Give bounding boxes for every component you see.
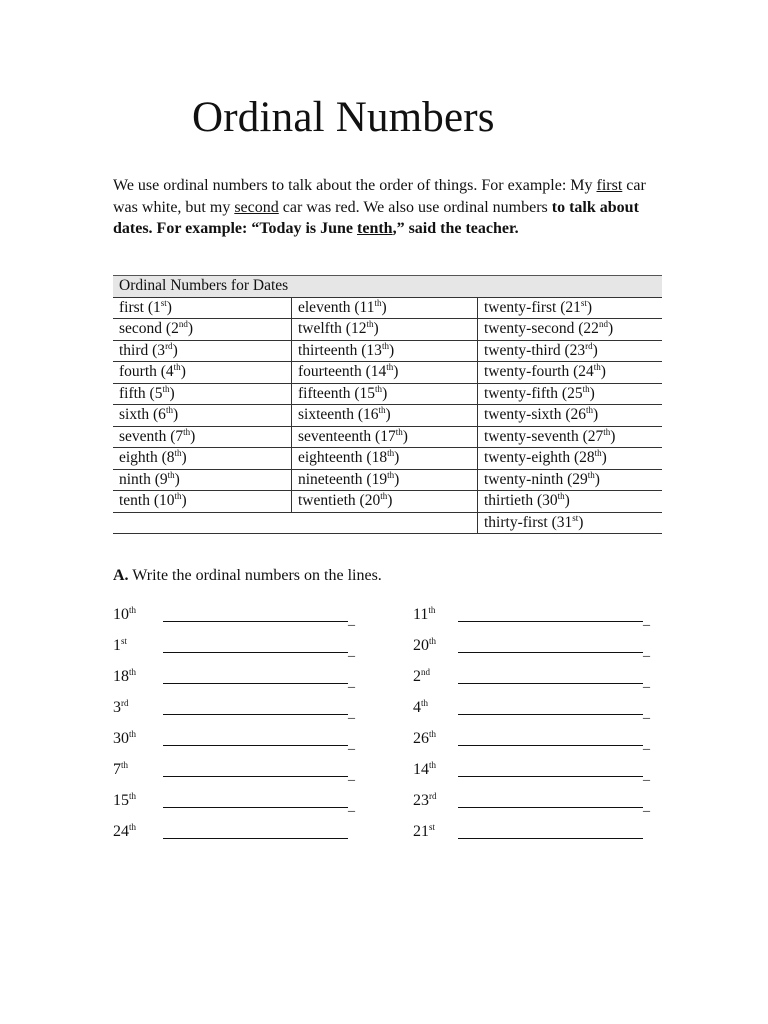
ordinal-close: )	[393, 363, 399, 380]
table-row	[113, 426, 662, 448]
ordinal-close: )	[592, 341, 598, 359]
exercise-item-right	[413, 789, 650, 814]
exercise-number-suffix: nd	[421, 667, 430, 677]
exercise-number-value: 15	[113, 792, 129, 809]
ordinal-close: )	[181, 492, 187, 509]
page-title: Ordinal Numbers	[192, 94, 495, 141]
table-row	[113, 383, 662, 405]
exercise-number-value: 14	[413, 761, 429, 778]
ordinal-word: thirteenth (13	[298, 341, 382, 359]
ordinal-suffix: th	[582, 383, 590, 394]
ordinal-suffix: th	[593, 362, 601, 372]
ordinal-word: third (3	[119, 341, 166, 359]
ordinal-word: second (2	[119, 320, 179, 337]
exercise-number-value: 11	[413, 606, 429, 623]
ordinal-close: )	[382, 384, 388, 402]
exercise-item-right	[413, 727, 650, 752]
exercise-number-suffix: st	[121, 636, 128, 646]
intro-text: car was white, but my	[113, 177, 646, 216]
ordinal-suffix: st	[160, 297, 167, 308]
ordinal-suffix: th	[375, 383, 383, 394]
table-row	[113, 362, 662, 384]
exercise-number	[413, 634, 463, 658]
ordinal-suffix: th	[378, 405, 386, 415]
ordinal-close: )	[166, 298, 172, 316]
ordinal-word: twentieth (20	[298, 492, 381, 509]
answer-line[interactable]	[458, 714, 643, 715]
table-row	[113, 340, 662, 362]
table-cell	[478, 383, 663, 405]
table-cell	[292, 362, 478, 384]
exercise-number-value: 20	[413, 637, 429, 654]
table-cell	[292, 383, 478, 405]
answer-line[interactable]	[458, 621, 643, 622]
ordinal-suffix: th	[173, 362, 181, 372]
exercise-item-right	[413, 758, 650, 783]
ordinal-close: )	[373, 320, 379, 337]
table-cell	[292, 297, 478, 319]
exercise-item-left	[113, 696, 355, 721]
exercise-number-value: 2	[413, 668, 421, 685]
exercise-number	[413, 696, 463, 720]
ordinal-close: )	[172, 341, 178, 359]
ordinal-close: )	[180, 363, 186, 380]
exercise-item-left	[113, 665, 355, 690]
ordinal-close: )	[607, 320, 614, 337]
ordinal-suffix: th	[557, 491, 565, 501]
table-header-row	[113, 276, 662, 298]
exercise-number-value: 24	[113, 823, 129, 840]
table-cell	[292, 340, 478, 362]
ordinal-suffix: th	[167, 469, 175, 480]
exercise-instruction	[113, 567, 382, 585]
exercise-number-suffix: rd	[121, 698, 129, 708]
answer-line[interactable]	[458, 807, 643, 808]
ordinal-suffix: th	[162, 383, 170, 394]
table-cell	[113, 448, 292, 470]
ordinal-suffix: th	[386, 362, 394, 372]
intro-underlined-word: second	[234, 198, 279, 216]
ordinal-word: eighteenth (18	[298, 449, 388, 466]
answer-line[interactable]	[458, 652, 643, 653]
ordinal-suffix: th	[381, 340, 389, 351]
ordinal-word: sixteenth (16	[298, 406, 379, 423]
exercise-number-value: 7	[113, 761, 121, 778]
exercise-letter: A.	[113, 567, 129, 584]
table-cell	[292, 405, 478, 427]
ordinal-word: ninth (9	[119, 470, 168, 488]
answer-line-end: _	[348, 799, 355, 814]
answer-line[interactable]	[163, 745, 348, 746]
answer-line[interactable]	[163, 714, 348, 715]
exercise-number	[113, 758, 163, 782]
exercise-item-right	[413, 665, 650, 690]
exercise-number-value: 23	[413, 792, 429, 809]
answer-line-end: _	[643, 613, 650, 628]
ordinal-word: tenth (10	[119, 492, 175, 509]
answer-line-end: _	[348, 613, 355, 628]
exercise-item-left	[113, 727, 355, 752]
ordinal-close: )	[402, 427, 408, 445]
table-cell	[292, 469, 478, 491]
ordinal-suffix: th	[594, 448, 602, 458]
ordinal-word: eighth (8	[119, 449, 175, 466]
ordinal-word: twenty-first (21	[484, 298, 581, 316]
exercise-number-suffix: th	[121, 760, 129, 770]
exercise-item-left	[113, 758, 355, 783]
answer-line[interactable]	[458, 838, 643, 839]
answer-line[interactable]	[163, 838, 348, 839]
exercise-item-left	[113, 789, 355, 814]
answer-line-end: _	[643, 799, 650, 814]
table-cell	[478, 469, 663, 491]
ordinal-word: twenty-third (23	[484, 341, 586, 359]
exercise-number-value: 26	[413, 730, 429, 747]
ordinal-word: twenty-sixth (26	[484, 406, 587, 423]
ordinal-close: )	[387, 492, 393, 509]
exercise-number	[113, 665, 163, 689]
answer-line-end: _	[348, 675, 355, 690]
answer-line-end: _	[643, 675, 650, 690]
exercise-number-value: 4	[413, 699, 421, 716]
intro-text: We use ordinal numbers to talk about the order of things. For example: My	[113, 177, 597, 194]
table-row	[113, 297, 662, 319]
ordinal-suffix: rd	[585, 340, 593, 351]
ordinal-word: eleventh (11	[298, 298, 375, 316]
exercise-number-suffix: th	[429, 760, 437, 770]
ordinal-suffix: th	[183, 426, 191, 437]
table-cell	[478, 340, 663, 362]
ordinal-close: )	[174, 470, 180, 488]
ordinal-suffix: th	[174, 491, 182, 501]
ordinal-close: )	[594, 470, 600, 488]
table-cell	[478, 319, 663, 341]
exercise-number-suffix: th	[428, 605, 436, 615]
table-row	[113, 491, 662, 513]
exercise-number-suffix: rd	[429, 791, 437, 801]
answer-line-end: _	[643, 768, 650, 783]
answer-line-end: _	[643, 706, 650, 721]
ordinal-word: fifth (5	[119, 384, 163, 402]
exercise-number	[113, 820, 163, 844]
exercise-number-suffix: st	[429, 822, 436, 832]
table-cell	[113, 340, 292, 362]
ordinal-suffix: th	[380, 491, 388, 501]
ordinal-word: twenty-seventh (27	[484, 427, 604, 445]
ordinal-word: twelfth (12	[298, 320, 367, 337]
exercise-number	[413, 758, 463, 782]
ordinal-word: seventh (7	[119, 427, 184, 445]
intro-underlined-word: tenth	[357, 220, 393, 237]
ordinal-close: )	[586, 298, 593, 316]
table-cell	[113, 405, 292, 427]
ordinal-word: twenty-eighth (28	[484, 449, 595, 466]
ordinal-suffix: nd	[178, 319, 188, 329]
table-cell	[478, 491, 663, 513]
table-cell	[113, 297, 292, 319]
answer-line-end: _	[643, 737, 650, 752]
table-cell	[292, 512, 478, 534]
ordinal-word: first (1	[119, 298, 161, 316]
ordinal-word: sixth (6	[119, 406, 166, 423]
ordinal-suffix: th	[366, 319, 374, 329]
ordinal-close: )	[190, 427, 196, 445]
answer-line-end: _	[348, 737, 355, 752]
table-cell	[113, 491, 292, 513]
ordinal-close: )	[394, 449, 400, 466]
exercise-number-value: 1	[113, 637, 121, 654]
ordinal-suffix: th	[387, 469, 395, 480]
answer-line[interactable]	[163, 621, 348, 622]
table-cell	[292, 319, 478, 341]
table-cell	[113, 512, 292, 534]
exercise-number	[413, 603, 463, 627]
table-cell	[113, 469, 292, 491]
exercise-number	[413, 820, 463, 844]
ordinal-suffix: nd	[598, 319, 608, 329]
answer-line[interactable]	[163, 652, 348, 653]
answer-line[interactable]	[458, 745, 643, 746]
ordinal-suffix: th	[395, 426, 403, 437]
exercise-instruction-text: Write the ordinal numbers on the lines.	[128, 567, 382, 584]
answer-line[interactable]	[458, 776, 643, 777]
table-cell	[113, 383, 292, 405]
table-cell	[478, 448, 663, 470]
ordinal-word: fourteenth (14	[298, 363, 387, 380]
ordinal-word: twenty-fourth (24	[484, 363, 594, 380]
table-cell	[113, 362, 292, 384]
table-row	[113, 469, 662, 491]
ordinal-close: )	[187, 320, 193, 337]
ordinal-close: )	[381, 298, 387, 316]
ordinal-word: nineteenth (19	[298, 470, 388, 488]
exercise-number-suffix: th	[129, 605, 137, 615]
exercise-number-suffix: th	[129, 791, 137, 801]
exercise-number	[413, 665, 463, 689]
exercise-number-value: 3	[113, 699, 121, 716]
intro-paragraph	[113, 175, 673, 240]
table-row	[113, 512, 662, 534]
exercise-number-value: 30	[113, 730, 129, 747]
exercise-item-left	[113, 603, 355, 628]
answer-line[interactable]	[458, 683, 643, 684]
ordinal-word: twenty-second (22	[484, 320, 599, 337]
ordinal-word: thirtieth (30	[484, 492, 558, 509]
ordinal-word: seventeenth (17	[298, 427, 396, 445]
table-cell	[113, 426, 292, 448]
ordinal-suffix: th	[165, 405, 173, 415]
exercise-number-suffix: th	[421, 698, 429, 708]
ordinal-close: )	[589, 384, 595, 402]
ordinal-close: )	[601, 449, 607, 466]
ordinal-close: )	[172, 406, 179, 423]
table-cell	[478, 362, 663, 384]
ordinal-close: )	[394, 470, 400, 488]
ordinal-close: )	[593, 406, 599, 423]
ordinal-close: )	[388, 341, 395, 359]
ordinal-suffix: th	[603, 426, 611, 437]
table-cell	[113, 319, 292, 341]
ordinal-suffix: th	[387, 448, 395, 458]
ordinal-word: fourth (4	[119, 363, 174, 380]
table-cell	[478, 512, 663, 534]
table-cell	[478, 426, 663, 448]
ordinal-word: twenty-ninth (29	[484, 470, 588, 488]
exercise-number-suffix: th	[429, 636, 437, 646]
ordinal-suffix: th	[374, 297, 382, 308]
exercise-item-right	[413, 634, 650, 659]
exercise-number	[113, 696, 163, 720]
ordinal-close: )	[169, 384, 175, 402]
exercise-number	[413, 727, 463, 751]
table-cell	[292, 448, 478, 470]
exercise-number-value: 21	[413, 823, 429, 840]
table-body	[113, 297, 662, 534]
table-cell	[478, 297, 663, 319]
table-cell	[478, 405, 663, 427]
intro-bold-text: ,” said the teacher.	[392, 220, 519, 237]
intro-text: car was red. We also use ordinal numbers	[278, 198, 552, 216]
ordinal-close: )	[610, 427, 616, 445]
ordinal-word: fifteenth (15	[298, 384, 376, 402]
ordinal-close: )	[385, 406, 391, 423]
table-row	[113, 448, 662, 470]
exercise-item-right	[413, 820, 463, 844]
exercise-item-left	[113, 634, 355, 659]
exercise-number-suffix: th	[129, 822, 137, 832]
exercise-item-left	[113, 820, 163, 844]
table-header: Ordinal Numbers for Dates	[113, 276, 662, 298]
answer-line-end: _	[643, 644, 650, 659]
intro-bold-text: to talk about dates. For example: “Today is June	[113, 198, 639, 237]
table-cell	[292, 491, 478, 513]
ordinal-suffix: th	[586, 405, 594, 415]
ordinal-word: thirty-first (31	[484, 513, 573, 531]
ordinal-word: twenty-fifth (25	[484, 384, 583, 402]
ordinal-suffix: rd	[165, 340, 173, 351]
exercise-number	[113, 634, 163, 658]
ordinal-suffix: st	[580, 297, 587, 308]
ordinal-close: )	[600, 363, 606, 380]
exercise-number-value: 18	[113, 668, 129, 685]
answer-line[interactable]	[163, 683, 348, 684]
ordinal-suffix: th	[174, 448, 182, 458]
exercise-number-suffix: th	[129, 667, 137, 677]
exercise-number	[113, 727, 163, 751]
exercise-item-right	[413, 696, 650, 721]
answer-line-end: _	[348, 768, 355, 783]
table-row	[113, 405, 662, 427]
ordinal-numbers-table	[113, 275, 662, 534]
ordinal-suffix: th	[587, 469, 595, 480]
ordinal-close: )	[564, 492, 570, 509]
exercise-number-suffix: th	[129, 729, 137, 739]
ordinal-close: )	[578, 513, 584, 531]
table-row	[113, 319, 662, 341]
exercise-number	[113, 603, 163, 627]
exercise-number-suffix: th	[429, 729, 437, 739]
answer-line-end: _	[348, 644, 355, 659]
answer-line[interactable]	[163, 807, 348, 808]
ordinal-suffix: st	[572, 512, 579, 523]
ordinal-close: )	[181, 449, 187, 466]
answer-line[interactable]	[163, 776, 348, 777]
answer-line-end: _	[348, 706, 355, 721]
exercise-number-value: 10	[113, 606, 129, 623]
exercise-number	[413, 789, 463, 813]
exercise-number	[113, 789, 163, 813]
intro-underlined-word: first	[596, 177, 623, 194]
exercise-item-right	[413, 603, 650, 628]
table-cell	[292, 426, 478, 448]
